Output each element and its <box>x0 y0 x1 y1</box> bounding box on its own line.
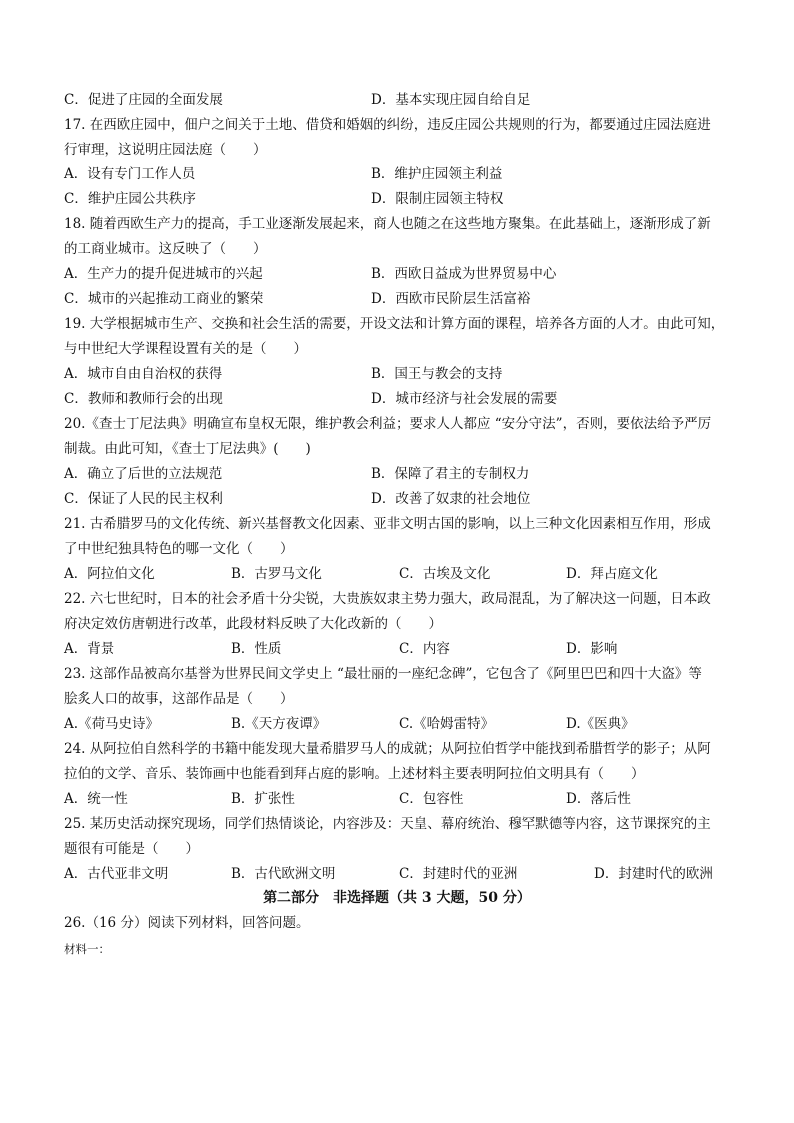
q18-stem-line1: 18. 随着西欧生产力的提高，手工业逐渐发展起来，商人也随之在这些地方聚集。在此基础上，逐渐形成了新 <box>64 216 711 232</box>
q17-option-c: C．维护庄园公共秩序 <box>64 191 196 207</box>
q20-option-b: B．保障了君主的专制权力 <box>371 466 530 482</box>
q20-option-a: A．确立了后世的立法规范 <box>64 466 223 482</box>
q26-stem: 26.（16 分）阅读下列材料，回答问题。 <box>64 915 310 931</box>
q21-option-a: A．阿拉伯文化 <box>64 566 155 582</box>
q21-stem-line2: 了中世纪独具特色的哪一文化（ ） <box>64 541 294 557</box>
q24-option-c: C．包容性 <box>399 791 464 807</box>
q16-option-c: C．促进了庄园的全面发展 <box>64 92 223 108</box>
part2-heading: 第二部分 非选择题（共 3 大题，50 分） <box>263 890 531 906</box>
q22-stem-line2: 府决定效仿唐朝进行改革，此段材料反映了大化改新的（ ） <box>64 616 442 632</box>
q18-option-b: B．西欧日益成为世界贸易中心 <box>371 266 557 282</box>
q19-option-d: D．城市经济与社会发展的需要 <box>371 391 558 407</box>
q25-option-d: D．封建时代的欧洲 <box>594 866 713 882</box>
q22-option-b: B．性质 <box>231 641 282 657</box>
q21-option-c: C．古埃及文化 <box>399 566 491 582</box>
q21-stem-line1: 21. 古希腊罗马的文化传统、新兴基督教文化因素、亚非文明古国的影响，以上三种文化因素相互作用，形成 <box>64 516 711 532</box>
q21-option-b: B．古罗马文化 <box>231 566 322 582</box>
q23-stem-line2: 脍炙人口的故事，这部作品是（ ） <box>64 691 294 707</box>
q25-stem-line1: 25. 某历史活动探究现场，同学们热情谈论，内容涉及：天皇、幕府统治、穆罕默德等内容，这节课探究的主 <box>64 816 711 832</box>
q18-option-a: A．生产力的提升促进城市的兴起 <box>64 266 263 282</box>
q23-option-c: C.《哈姆雷特》 <box>399 716 495 732</box>
q25-option-a: A．古代亚非文明 <box>64 866 169 882</box>
q19-option-c: C．教师和教师行会的出现 <box>64 391 223 407</box>
q18-option-d: D．西欧市民阶层生活富裕 <box>371 291 531 307</box>
q20-stem-line2: 制裁。由此可知，《查士丁尼法典》( ) <box>64 441 311 457</box>
q19-option-b: B．国王与教会的支持 <box>371 366 503 382</box>
q24-option-d: D．落后性 <box>566 791 631 807</box>
q22-option-c: C．内容 <box>399 641 450 657</box>
q17-stem-line2: 行审理，这说明庄园法庭（ ） <box>64 142 267 158</box>
q23-option-b: B.《天方夜谭》 <box>231 716 327 732</box>
q24-stem-line1: 24. 从阿拉伯自然科学的书籍中能发现大量希腊罗马人的成就；从阿拉伯哲学中能找到希腊哲学的影子；从阿 <box>64 741 711 757</box>
q17-option-a: A．设有专门工作人员 <box>64 166 196 182</box>
q20-option-d: D．改善了奴隶的社会地位 <box>371 491 531 507</box>
q26-material-label: 材料一： <box>64 942 110 956</box>
q23-option-d: D.《医典》 <box>566 716 635 732</box>
q16-option-d: D．基本实现庄园自给自足 <box>371 92 531 108</box>
q25-option-b: B．古代欧洲文明 <box>231 866 336 882</box>
q24-option-b: B．扩张性 <box>231 791 295 807</box>
q18-stem-line2: 的工商业城市。这反映了（ ） <box>64 241 267 257</box>
q25-option-c: C．封建时代的亚洲 <box>399 866 518 882</box>
q21-option-d: D．拜占庭文化 <box>566 566 658 582</box>
q23-stem-line1: 23. 这部作品被高尔基誉为世界民间文学史上 “最壮丽的一座纪念碑”，它包含了《阿里巴巴和四十大盗》等 <box>64 666 702 682</box>
q22-option-d: D．影响 <box>566 641 618 657</box>
q22-option-a: A．背景 <box>64 641 115 657</box>
q24-option-a: A．统一性 <box>64 791 128 807</box>
q24-stem-line2: 拉伯的文学、音乐、装饰画中也能看到拜占庭的影响。上述材料主要表明阿拉伯文明具有（ ） <box>64 766 645 782</box>
q20-stem-line1: 20.《查士丁尼法典》明确宣布皇权无限，维护教会利益；要求人人都应 “安分守法”，否则，要依法给予严厉 <box>64 416 712 432</box>
q18-option-c: C．城市的兴起推动工商业的繁荣 <box>64 291 264 307</box>
q17-option-d: D．限制庄园领主特权 <box>371 191 504 207</box>
q19-option-a: A．城市自由自治权的获得 <box>64 366 223 382</box>
q19-stem-line1: 19. 大学根据城市生产、交换和社会生活的需要，开设文法和计算方面的课程，培养各方面的人才。由此可知， <box>64 316 725 332</box>
q20-option-c: C．保证了人民的民主权利 <box>64 491 223 507</box>
q22-stem-line1: 22. 六七世纪时，日本的社会矛盾十分尖锐，大贵族奴隶主势力强大，政局混乱，为了解决这一问题，日本政 <box>64 591 711 607</box>
q17-option-b: B．维护庄园领主利益 <box>371 166 503 182</box>
q19-stem-line2: 与中世纪大学课程设置有关的是（ ） <box>64 341 307 357</box>
q17-stem-line1: 17. 在西欧庄园中，佃户之间关于土地、借贷和婚姻的纠纷，违反庄园公共规则的行为，都要通过庄园法庭进 <box>64 117 711 133</box>
q23-option-a: A.《荷马史诗》 <box>64 716 160 732</box>
q25-stem-line2: 题很有可能是（ ） <box>64 841 199 857</box>
